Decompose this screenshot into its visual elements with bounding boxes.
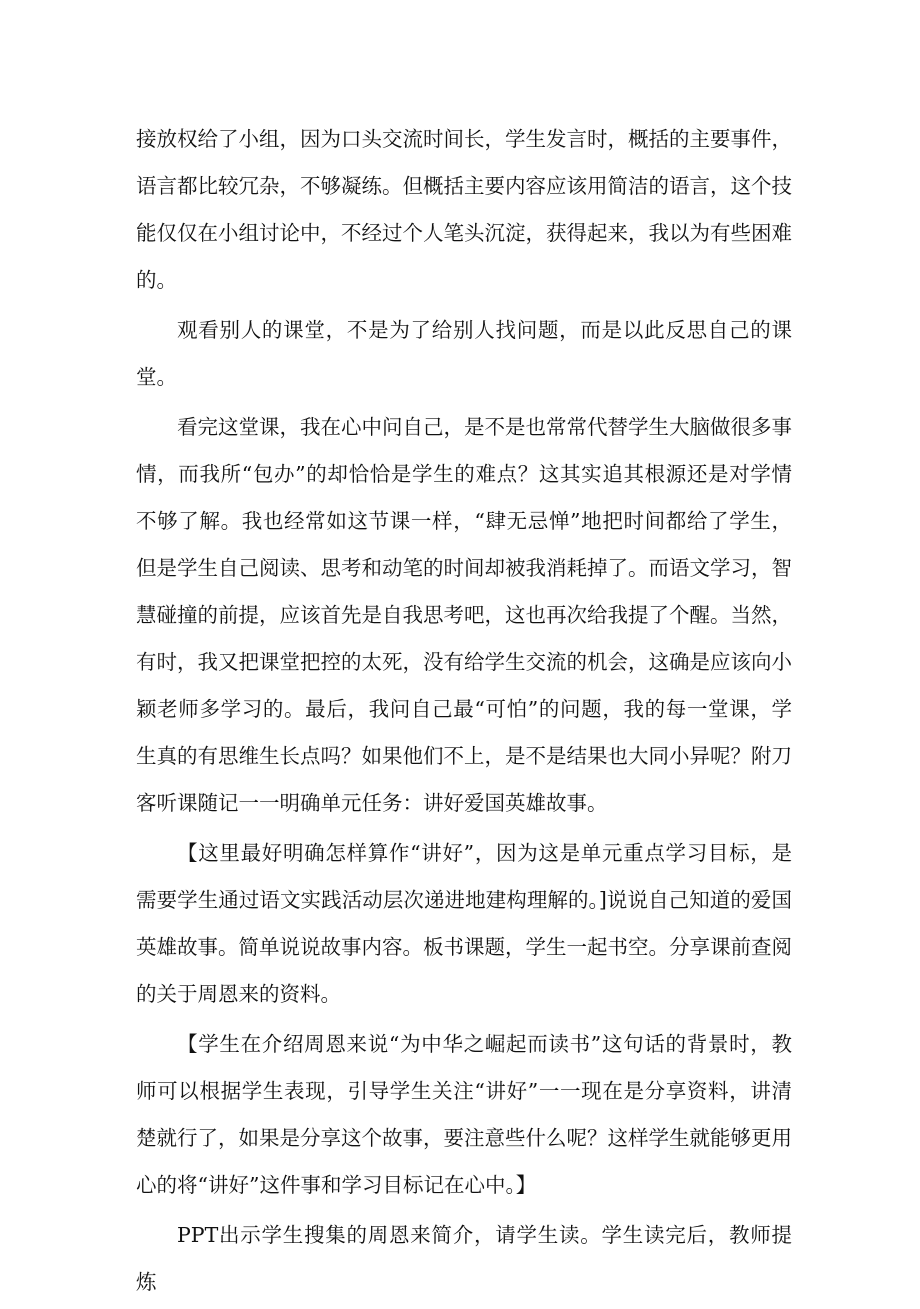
- paragraph-1: 接放权给了小组，因为口头交流时间长，学生发言时，概括的主要事件，语言都比较冗杂，不够凝练。但概括主要内容应该用简洁的语言，这个技能仅仅在小组讨论中，不经过个人笔头沉淀，获得起来，我以为有些困难的。: [136, 127, 792, 292]
- paragraph-5: 【学生在介绍周恩来说“为中华之崛起而读书”这句话的背景时，教师可以根据学生表现，引导学生关注“讲好”一一现在是分享资料，讲清楚就行了，如果是分享这个故事，要注意些什么呢？这样学生就能够更用心的将“讲好”这件事和学习目标记在心中。】: [136, 1032, 792, 1197]
- paragraph-3: 看完这堂课，我在心中问自己，是不是也常常代替学生大脑做很多事情，而我所“包办”的却恰恰是学生的难点？这其实追其根源还是对学情不够了解。我也经常如这节课一样，“肆无忌惮”地把时间都给了学生，但是学生自己阅读、思考和动笔的时间却被我消耗掉了。而语文学习，智慧碰撞的前提，应该首先是自我思考吧，这也再次给我提了个醒。当然，有时，我又把课堂把控的太死，没有给学生交流的机会，这确是应该向小颖老师多学习的。最后，我问自己最“可怕”的问题，我的每一堂课，学生真的有思维生长点吗？如果他们不上，是不是结果也大同小异呢？附刀客听课随记一一明确单元任务：讲好爱国英雄故事。: [136, 415, 792, 815]
- paragraph-6: PPT出示学生搜集的周恩来简介，请学生读。学生读完后，教师提炼: [136, 1223, 792, 1294]
- paragraph-2: 观看别人的课堂，不是为了给别人找问题，而是以此反思自己的课堂。: [136, 318, 792, 389]
- paragraph-4: 【这里最好明确怎样算作“讲好”，因为这是单元重点学习目标，是需要学生通过语文实践活动层次递进地建构理解的。]说说自己知道的爱国英雄故事。简单说说故事内容。板书课题，学生一起书空。分享课前查阅的关于周恩来的资料。: [136, 841, 792, 1006]
- document-body: [136, 116, 792, 1309]
